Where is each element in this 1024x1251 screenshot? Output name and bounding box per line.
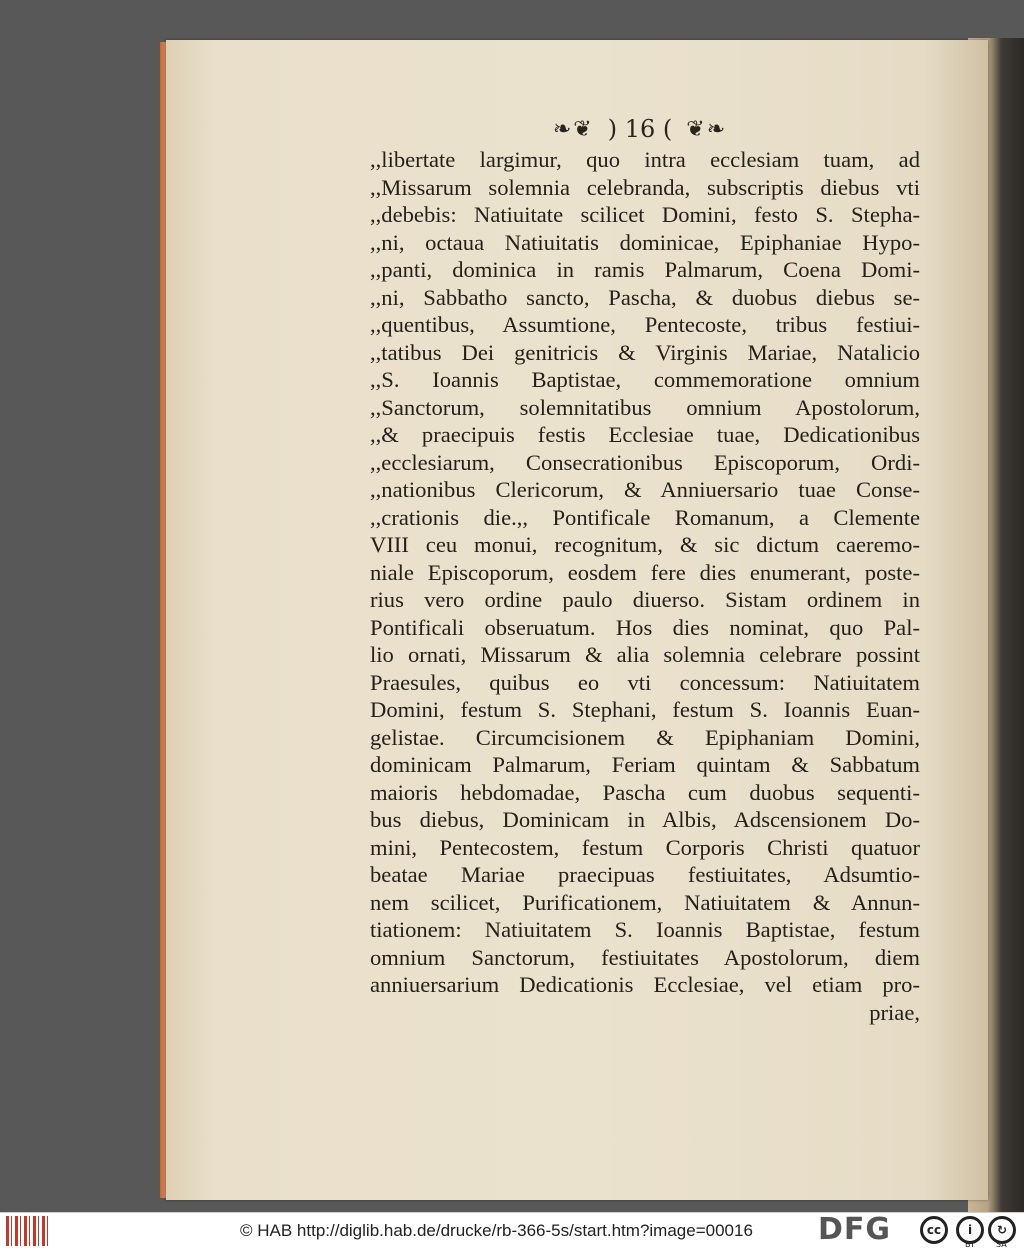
text-line: anniuersarium Dedicationis Ecclesiae, vel etiam pro- — [370, 972, 920, 997]
text-line: mini, Pentecostem, festum Corporis Christi quatuor — [370, 834, 920, 860]
text-line: tiationem: Natiuitatem S. Ioannis Baptistae, festum — [370, 917, 920, 942]
text-line: beatae Mariae praecipuas festiuitates, Adsumtio- — [370, 862, 920, 887]
text-line: gelistae. Circumcisionem & Epiphaniam Domini, — [370, 724, 920, 750]
text-line: ,,quentibus, Assumtione, Pentecoste, tribus festiui- — [370, 312, 920, 337]
ornament-right-icon: ❦❧ — [686, 116, 728, 142]
dfg-logo[interactable]: DFG — [818, 1212, 892, 1247]
text-line: bus diebus, Dominicam in Albis, Adscensionem Do- — [370, 807, 920, 832]
catchword: priae, — [869, 999, 920, 1025]
text-line: dominicam Palmarum, Feriam quintam & Sabbatum — [370, 752, 920, 777]
text-line: ,,crationis die.,, Pontificale Romanum, a Clemente — [370, 504, 920, 530]
page-header — [360, 112, 920, 146]
copyright-link[interactable]: © HAB http://diglib.hab.de/drucke/rb-366-5s/start.htm?image=00016 — [240, 1221, 753, 1240]
text-line: nem scilicet, Purificationem, Natiuitatem & Annun- — [370, 889, 920, 915]
text-line: niale Episcoporum, eosdem fere dies enumerant, poste- — [370, 559, 920, 585]
hab-barcode-icon — [6, 1216, 48, 1246]
cc-license-icon[interactable]: cc — [920, 1216, 948, 1244]
text-line: ,,Sanctorum, solemnitatibus omnium Apostolorum, — [370, 394, 920, 420]
text-line: ,,& praecipuis festis Ecclesiae tuae, Dedicationibus — [370, 422, 920, 447]
body-text — [370, 146, 920, 1026]
text-line: ,,panti, dominica in ramis Palmarum, Coena Domi- — [370, 257, 920, 282]
cc-by-icon[interactable]: i — [956, 1216, 984, 1244]
text-line: ,,ni, octaua Natiuitatis dominicae, Epiphaniae Hypo- — [370, 229, 920, 255]
text-line: ,,ecclesiarum, Consecrationibus Episcoporum, Ordi- — [370, 449, 920, 475]
cc-sa-icon[interactable]: ↻ — [988, 1216, 1016, 1244]
text-line: ,,nationibus Clericorum, & Anniuersario tuae Conse- — [370, 477, 920, 502]
text-line: ,,libertate largimur, quo intra ecclesiam tuam, ad — [370, 147, 920, 172]
cc-sa-label: SA — [996, 1240, 1007, 1249]
text-line: ,,S. Ioannis Baptistae, commemoratione omnium — [370, 367, 920, 392]
text-line: maioris hebdomadae, Pascha cum duobus sequenti- — [370, 779, 920, 805]
text-line: rius vero ordine paulo diuerso. Sistam ordinem in — [370, 587, 920, 612]
text-line: VIII ceu monui, recognitum, & sic dictum caeremo- — [370, 532, 920, 557]
text-line: ,,ni, Sabbatho sancto, Pascha, & duobus diebus se- — [370, 284, 920, 310]
page-number: ) 16 ( — [607, 115, 673, 143]
text-line: ,,debebis: Natiuitate scilicet Domini, festo S. Stepha- — [370, 202, 920, 227]
cc-by-label: BY — [965, 1240, 975, 1249]
text-line: lio ornati, Missarum & alia solemnia celebrare possint — [370, 642, 920, 667]
text-line: ,,Missarum solemnia celebranda, subscriptis diebus vti — [370, 174, 920, 200]
text-line: Pontificali obseruatum. Hos dies nominat, quo Pal- — [370, 614, 920, 640]
text-line: ,,tatibus Dei genitricis & Virginis Mariae, Natalicio — [370, 339, 920, 365]
text-line: omnium Sanctorum, festiuitates Apostolorum, diem — [370, 944, 920, 970]
text-line: Praesules, quibus eo vti concessum: Natiuitatem — [370, 669, 920, 695]
ornament-left-icon: ❧❦ — [552, 116, 594, 142]
text-line: Domini, festum S. Stephani, festum S. Ioannis Euan- — [370, 697, 920, 722]
